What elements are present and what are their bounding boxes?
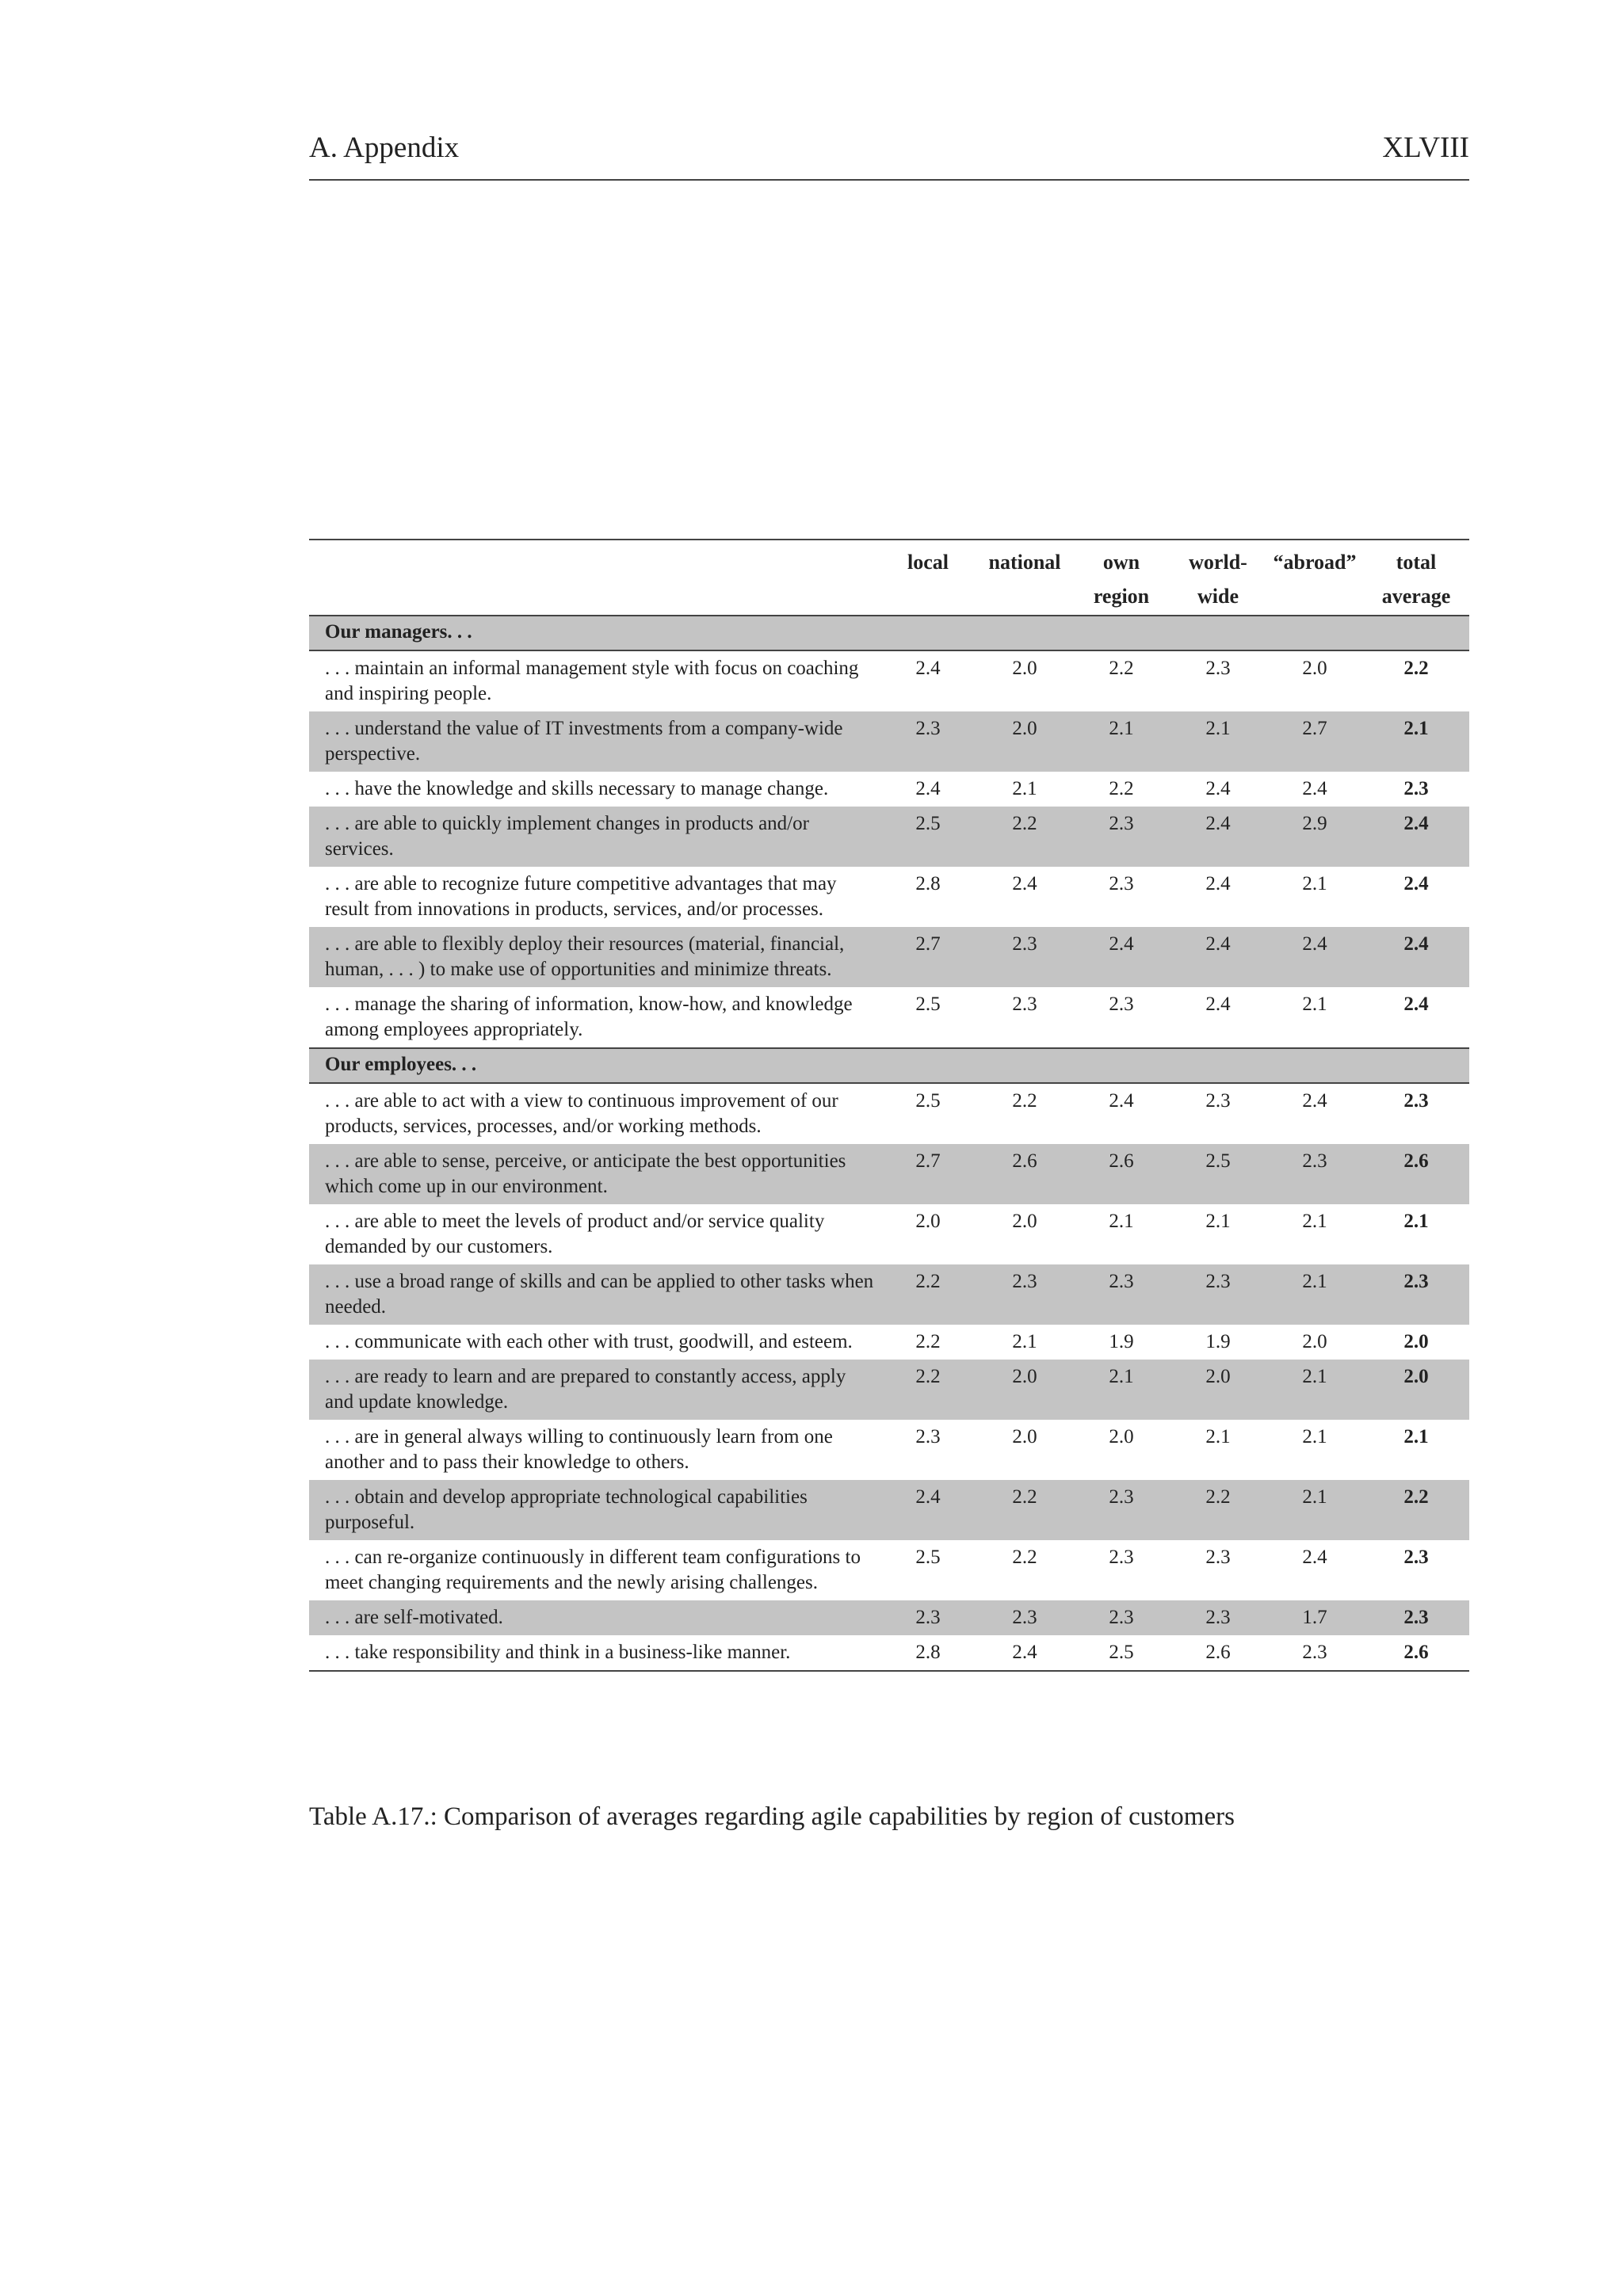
value-cell: 2.8 xyxy=(915,873,941,894)
value-cell: 2.4 xyxy=(915,778,941,799)
value-cell: 2.4 xyxy=(915,658,941,679)
total-average-cell: 2.1 xyxy=(1403,1211,1429,1232)
value-cell: 2.5 xyxy=(915,994,941,1015)
value-cell: 2.3 xyxy=(880,711,976,772)
value-cell: 2.2 xyxy=(1109,658,1134,679)
section-row xyxy=(309,1048,1469,1083)
value-cell: 2.4 xyxy=(1012,873,1037,894)
table-row xyxy=(309,650,1469,711)
value-cell: 2.7 xyxy=(1266,711,1363,772)
page-header xyxy=(309,133,1469,181)
value-cell: 2.0 xyxy=(1012,1426,1037,1447)
value-cell: 2.4 xyxy=(1205,778,1231,799)
value-cell: 2.5 xyxy=(880,807,976,867)
table-row xyxy=(309,1420,1469,1480)
value-cell: 2.3 xyxy=(1073,1600,1170,1635)
col-header-own-region-line2: region xyxy=(1073,579,1170,616)
value-cell: 2.5 xyxy=(1073,1635,1170,1671)
value-cell: 2.3 xyxy=(976,927,1073,987)
statement-cell: . . . are self-motivated. xyxy=(309,1600,880,1635)
statement-cell: . . . are able to meet the levels of product and/or service quality demanded by our customers. xyxy=(325,1211,825,1257)
statement-cell: . . . are able to sense, perceive, or anticipate the best opportunities which come up in our environment. xyxy=(309,1144,880,1204)
value-cell: 2.3 xyxy=(1205,1547,1231,1568)
table-row xyxy=(309,1480,1469,1540)
value-cell: 2.1 xyxy=(1302,1211,1327,1232)
value-cell: 2.2 xyxy=(915,1331,941,1352)
total-average-cell: 2.3 xyxy=(1363,1264,1469,1325)
statement-cell: . . . maintain an informal management style with focus on coaching and inspiring people. xyxy=(325,658,859,704)
total-average-cell: 2.1 xyxy=(1363,711,1469,772)
total-average-cell: 2.6 xyxy=(1363,1635,1469,1671)
value-cell: 2.3 xyxy=(1266,1144,1363,1204)
total-average-cell: 2.1 xyxy=(1403,1426,1429,1447)
total-average-cell: 2.4 xyxy=(1363,807,1469,867)
value-cell: 2.1 xyxy=(1205,1211,1231,1232)
value-cell: 2.4 xyxy=(1109,1090,1134,1112)
value-cell: 2.2 xyxy=(880,1264,976,1325)
table-row xyxy=(309,772,1469,807)
value-cell: 2.7 xyxy=(880,1144,976,1204)
value-cell: 2.5 xyxy=(915,1090,941,1112)
chapter-title: A. Appendix xyxy=(309,132,460,164)
statement-cell: . . . obtain and develop appropriate technological capabilities purposeful. xyxy=(309,1480,880,1540)
table-row xyxy=(309,1635,1469,1671)
section-title: Our employees. . . xyxy=(309,1048,1469,1083)
col-header-own-region: own xyxy=(1073,540,1170,579)
value-cell: 2.2 xyxy=(1109,778,1134,799)
value-cell: 2.3 xyxy=(1170,1600,1266,1635)
value-cell: 2.1 xyxy=(1266,1264,1363,1325)
header-row-2 xyxy=(309,579,1469,616)
col-header-local: local xyxy=(880,540,976,579)
value-cell: 2.0 xyxy=(1302,658,1327,679)
table-row xyxy=(309,1144,1469,1204)
table-row xyxy=(309,1083,1469,1144)
value-cell: 2.3 xyxy=(1109,873,1134,894)
value-cell: 2.2 xyxy=(976,1480,1073,1540)
table-row xyxy=(309,1360,1469,1420)
value-cell: 2.6 xyxy=(1170,1635,1266,1671)
value-cell: 2.0 xyxy=(915,1211,941,1232)
statement-cell: . . . are ready to learn and are prepared to constantly access, apply and update knowledge. xyxy=(309,1360,880,1420)
value-cell: 2.2 xyxy=(880,1360,976,1420)
value-cell: 2.4 xyxy=(1302,1090,1327,1112)
value-cell: 2.1 xyxy=(1109,1211,1134,1232)
comparison-table xyxy=(309,539,1469,1672)
table-body xyxy=(309,616,1469,1671)
table-row xyxy=(309,987,1469,1048)
value-cell: 2.5 xyxy=(1170,1144,1266,1204)
value-cell: 2.3 xyxy=(1266,1635,1363,1671)
statement-cell: . . . can re-organize continuously in different team configurations to meet changing requirements and the newly arising challenges. xyxy=(325,1547,861,1593)
section-row xyxy=(309,616,1469,650)
value-cell: 2.3 xyxy=(976,1600,1073,1635)
col-header-total-average-line2: average xyxy=(1363,579,1469,616)
value-cell: 2.3 xyxy=(1109,994,1134,1015)
value-cell: 2.7 xyxy=(880,927,976,987)
value-cell: 2.3 xyxy=(976,1264,1073,1325)
value-cell: 2.1 xyxy=(1205,1426,1231,1447)
value-cell: 2.1 xyxy=(1073,711,1170,772)
value-cell: 2.1 xyxy=(1266,1360,1363,1420)
table-row xyxy=(309,1540,1469,1600)
statement-cell: . . . have the knowledge and skills necessary to manage change. xyxy=(325,778,829,799)
header-row-1 xyxy=(309,540,1469,579)
value-cell: 2.1 xyxy=(1302,873,1327,894)
total-average-cell: 2.2 xyxy=(1403,658,1429,679)
value-cell: 2.3 xyxy=(1170,1264,1266,1325)
value-cell: 2.6 xyxy=(1073,1144,1170,1204)
statement-cell: . . . are able to recognize future competitive advantages that may result from innovations in products, services, and/or processes. xyxy=(325,873,837,920)
value-cell: 1.9 xyxy=(1205,1331,1231,1352)
statement-cell: . . . are able to act with a view to continuous improvement of our products, services, processes, and/or working methods. xyxy=(325,1090,838,1137)
table-caption: Table A.17.: Comparison of averages regarding agile capabilities by region of customers xyxy=(309,1802,1235,1831)
value-cell: 2.1 xyxy=(1073,1360,1170,1420)
value-cell: 2.3 xyxy=(1073,807,1170,867)
statement-cell: . . . take responsibility and think in a business-like manner. xyxy=(309,1635,880,1671)
total-average-cell: 2.3 xyxy=(1403,1547,1429,1568)
total-average-cell: 2.2 xyxy=(1363,1480,1469,1540)
section-title: Our managers. . . xyxy=(309,616,1469,650)
table-row xyxy=(309,867,1469,927)
value-cell: 2.4 xyxy=(1205,873,1231,894)
value-cell: 2.1 xyxy=(1302,994,1327,1015)
total-average-cell: 2.6 xyxy=(1363,1144,1469,1204)
value-cell: 2.3 xyxy=(1012,994,1037,1015)
statement-cell: . . . use a broad range of skills and can be applied to other tasks when needed. xyxy=(309,1264,880,1325)
table-row xyxy=(309,1204,1469,1264)
value-cell: 2.0 xyxy=(1302,1331,1327,1352)
value-cell: 2.4 xyxy=(880,1480,976,1540)
value-cell: 2.0 xyxy=(976,711,1073,772)
table-row xyxy=(309,711,1469,772)
col-header-abroad-line2 xyxy=(1266,579,1363,616)
value-cell: 2.3 xyxy=(915,1426,941,1447)
value-cell: 2.0 xyxy=(1012,658,1037,679)
value-cell: 2.2 xyxy=(1012,1547,1037,1568)
value-cell: 2.4 xyxy=(1170,807,1266,867)
table-row xyxy=(309,807,1469,867)
col-header-world-wide-line2: wide xyxy=(1170,579,1266,616)
col-header-abroad: “abroad” xyxy=(1266,540,1363,579)
value-cell: 2.4 xyxy=(1170,927,1266,987)
value-cell: 2.9 xyxy=(1266,807,1363,867)
value-cell: 2.2 xyxy=(1170,1480,1266,1540)
col-header-world-wide: world- xyxy=(1170,540,1266,579)
total-average-cell: 2.3 xyxy=(1363,1600,1469,1635)
page-number: XLVIII xyxy=(1382,132,1469,164)
statement-cell: . . . are in general always willing to continuously learn from one another and to pass their knowledge to others. xyxy=(325,1426,833,1473)
value-cell: 2.3 xyxy=(1073,1480,1170,1540)
value-cell: 2.0 xyxy=(976,1360,1073,1420)
total-average-cell: 2.4 xyxy=(1403,994,1429,1015)
table-row xyxy=(309,927,1469,987)
value-cell: 2.8 xyxy=(880,1635,976,1671)
value-cell: 2.4 xyxy=(1073,927,1170,987)
value-cell: 2.1 xyxy=(1266,1480,1363,1540)
statement-cell: . . . manage the sharing of information, know-how, and knowledge among employees appropriately. xyxy=(325,994,853,1040)
value-cell: 2.6 xyxy=(976,1144,1073,1204)
value-cell: 1.7 xyxy=(1266,1600,1363,1635)
table-row xyxy=(309,1600,1469,1635)
total-average-cell: 2.3 xyxy=(1403,778,1429,799)
value-cell: 2.3 xyxy=(1205,1090,1231,1112)
value-cell: 2.3 xyxy=(1205,658,1231,679)
total-average-cell: 2.0 xyxy=(1363,1360,1469,1420)
header-blank xyxy=(309,579,880,616)
value-cell: 2.0 xyxy=(1170,1360,1266,1420)
total-average-cell: 2.0 xyxy=(1403,1331,1429,1352)
value-cell: 2.4 xyxy=(1266,927,1363,987)
statement-cell: . . . understand the value of IT investments from a company-wide perspective. xyxy=(309,711,880,772)
col-header-national-line2 xyxy=(976,579,1073,616)
value-cell: 2.4 xyxy=(1205,994,1231,1015)
value-cell: 2.3 xyxy=(880,1600,976,1635)
table-row xyxy=(309,1264,1469,1325)
value-cell: 2.1 xyxy=(1302,1426,1327,1447)
value-cell: 2.5 xyxy=(915,1547,941,1568)
value-cell: 2.1 xyxy=(1170,711,1266,772)
statement-cell: . . . are able to quickly implement changes in products and/or services. xyxy=(309,807,880,867)
value-cell: 2.4 xyxy=(1302,1547,1327,1568)
value-cell: 2.4 xyxy=(1302,778,1327,799)
col-header-national: national xyxy=(976,540,1073,579)
total-average-cell: 2.3 xyxy=(1403,1090,1429,1112)
col-header-local-line2 xyxy=(880,579,976,616)
total-average-cell: 2.4 xyxy=(1363,927,1469,987)
total-average-cell: 2.4 xyxy=(1403,873,1429,894)
value-cell: 2.0 xyxy=(1109,1426,1134,1447)
value-cell: 2.3 xyxy=(1073,1264,1170,1325)
comparison-table-container xyxy=(309,539,1469,1672)
statement-cell: . . . are able to flexibly deploy their resources (material, financial, human, . . . ) to make use of opportunities and minimize threats. xyxy=(309,927,880,987)
value-cell: 1.9 xyxy=(1109,1331,1134,1352)
value-cell: 2.1 xyxy=(1012,778,1037,799)
col-header-total-average: total xyxy=(1363,540,1469,579)
table-row xyxy=(309,1325,1469,1360)
value-cell: 2.2 xyxy=(1012,1090,1037,1112)
value-cell: 2.4 xyxy=(976,1635,1073,1671)
value-cell: 2.2 xyxy=(976,807,1073,867)
header-blank xyxy=(309,540,880,579)
value-cell: 2.1 xyxy=(1012,1331,1037,1352)
value-cell: 2.0 xyxy=(1012,1211,1037,1232)
statement-cell: . . . communicate with each other with trust, goodwill, and esteem. xyxy=(325,1331,853,1352)
value-cell: 2.3 xyxy=(1109,1547,1134,1568)
